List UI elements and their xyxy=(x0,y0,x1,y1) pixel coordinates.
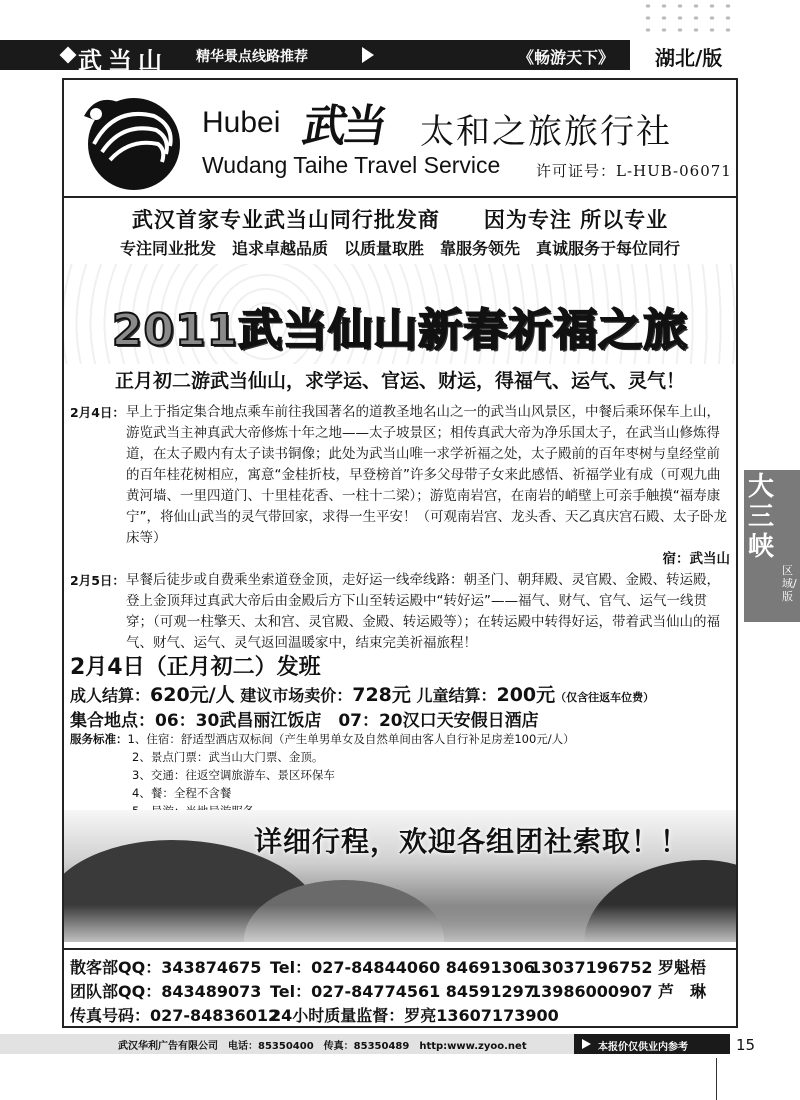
contact-mobile: 13986000907 芦 琳 xyxy=(530,982,707,1001)
footer-note: 本报价仅供业内参考 xyxy=(574,1034,730,1054)
day-label: 2月5日： xyxy=(70,573,125,588)
side-section-tab xyxy=(744,470,800,622)
region-label: 湖北/版 xyxy=(655,46,723,70)
advert-frame xyxy=(62,78,738,1028)
service-standards xyxy=(70,730,575,820)
contact-qq: 团队部QQ：843489073 xyxy=(70,982,262,1001)
overnight-stay: 宿：武当山 xyxy=(662,551,730,567)
decorative-dots xyxy=(640,0,740,36)
contact-mobile: 13037196752 罗魁梧 xyxy=(530,958,707,977)
contact-info xyxy=(64,948,736,1026)
meeting-points: 集合地点：06：30武昌丽江饭店 07：20汉口天安假日酒店 xyxy=(70,711,539,731)
magazine-name: 《畅游天下》 xyxy=(510,40,630,70)
adult-price: 620元/人 xyxy=(150,684,235,706)
adult-price-label: 成人结算： xyxy=(70,686,151,705)
contact-row xyxy=(70,956,736,980)
day-label: 2月4日： xyxy=(70,405,125,420)
header-tagline: 精华景点线路推荐 xyxy=(196,49,308,65)
company-calligraphy: 武当 xyxy=(298,101,388,152)
contact-supervision: 24小时质量监督：罗亮13607173900 xyxy=(270,1006,559,1025)
header-left-bar xyxy=(0,40,520,75)
day-description: 早上于指定集合地点乘车前往我国著名的道教圣地名山之一的武当山风景区，中餐后乘环保车上山，游览武当主神真武大帝修炼十年之地——太子坡景区；相传真武大帝为净乐国太子，在武当山修炼得道，在太子殿内有太子读书铜像；此处为武当山唯一求学祈福之处，太子殿前的百年枣树与皇经堂前的百年桂花树相应，寓意“金桂折枝，早登榜首”许多父母带子女来此感悟、祈福学业有成（可观九曲黄河墙、一里四道门、十里桂花香、一柱十二梁）；游览南岩宫，在南岩的峭壁上可亲手触摸“福寿康宁”，将仙山武当的灵气带回家，求得一生平安！（可观南岩宫、龙头香、天乙真庆宫石殿、太子卧龙床等） xyxy=(126,404,727,546)
arrow-right-icon xyxy=(582,1039,591,1049)
itinerary xyxy=(70,402,732,654)
license-number: 许可证号：L-HUB-06071 xyxy=(536,162,732,180)
service-item: 4、餐：全程不含餐 xyxy=(132,786,232,800)
company-name-cn: 太和之旅旅行社 xyxy=(420,112,672,152)
service-item: 2、景点门票：武当山大门票、金顶。 xyxy=(132,750,324,764)
day-description: 早餐后徒步或自费乘坐索道登金顶，走好运一线牵线路：朝圣门、朝拜殿、灵官殿、金殿、转运殿，登上金顶拜过真武大帝后由金殿后方下山至转运殿中“转好运”——福气、财气、官气、运气一线贯穿；（可观一柱擎天、太和宫、灵官殿、金殿、转运殿等）；在转运殿中转得好运，带着武当仙山的福气、财气、运气、灵气返回温暖家中，结束完美祈福旅程！ xyxy=(126,572,720,651)
company-name-en: Wudang Taihe Travel Service xyxy=(202,152,501,178)
company-banner xyxy=(64,80,736,198)
contact-tel: Tel：027-84774561 84591297 xyxy=(270,982,535,1001)
arrow-right-icon xyxy=(362,47,374,63)
market-price-label: 建议市场卖价： xyxy=(240,686,353,705)
contact-fax: 传真号码：027-84836012 xyxy=(70,1006,280,1025)
scene-caption: 详细行程，欢迎各组团社索取！！ xyxy=(254,825,690,858)
service-label: 服务标准： xyxy=(70,732,128,746)
slogan-line-2: 专注同业批发 追求卓越品质 以质量取胜 靠服务领先 真诚服务于每位同行 xyxy=(119,239,680,258)
service-item: 1、住宿：舒适型酒店双标间（产生单男单女及自然单间由客人自行补足房差100元/人） xyxy=(127,732,575,746)
itinerary-day xyxy=(70,570,732,654)
child-price: 200元 xyxy=(496,684,556,706)
contact-tel: Tel：027-84844060 84691306 xyxy=(270,958,535,977)
price-line xyxy=(70,680,734,707)
child-price-note: （仅含往返车位费） xyxy=(555,691,655,704)
slogan-line-1: 武汉首家专业武当山同行批发商 因为专注 所以专业 xyxy=(131,208,669,232)
swirl-logo-icon xyxy=(74,86,186,194)
service-item: 3、交通：往返空调旅游车、景区环保车 xyxy=(132,768,335,782)
contact-row xyxy=(70,980,736,1004)
page-number: 15 xyxy=(736,1036,756,1054)
page-header xyxy=(0,40,800,75)
itinerary-day xyxy=(70,402,732,549)
child-price-label: 儿童结算： xyxy=(416,686,497,705)
contact-row xyxy=(70,1004,736,1028)
diamond-icon xyxy=(60,47,77,64)
page-footer xyxy=(0,1034,800,1056)
company-hubei: Hubei xyxy=(202,106,281,139)
divider xyxy=(716,1058,717,1100)
departure-date: 2月4日（正月初二）发班 xyxy=(70,655,321,680)
header-brand: 武当山 xyxy=(78,46,168,75)
side-tab-subtitle: 区域/版 xyxy=(782,564,797,603)
tour-title: 2011武当仙山新春祈福之旅 xyxy=(111,305,689,356)
contact-qq: 散客部QQ：343874675 xyxy=(70,958,262,977)
footer-publisher-info: 武汉华利广告有限公司 电话：85350400 传真：85350489 http:www.zyoo.net xyxy=(118,1041,527,1052)
side-tab-title: 大三峡 xyxy=(748,472,775,562)
tour-subtitle: 正月初二游武当仙山，求学运、官运、财运，得福气、运气、灵气！ xyxy=(114,370,685,392)
market-price: 728元 xyxy=(352,684,411,706)
